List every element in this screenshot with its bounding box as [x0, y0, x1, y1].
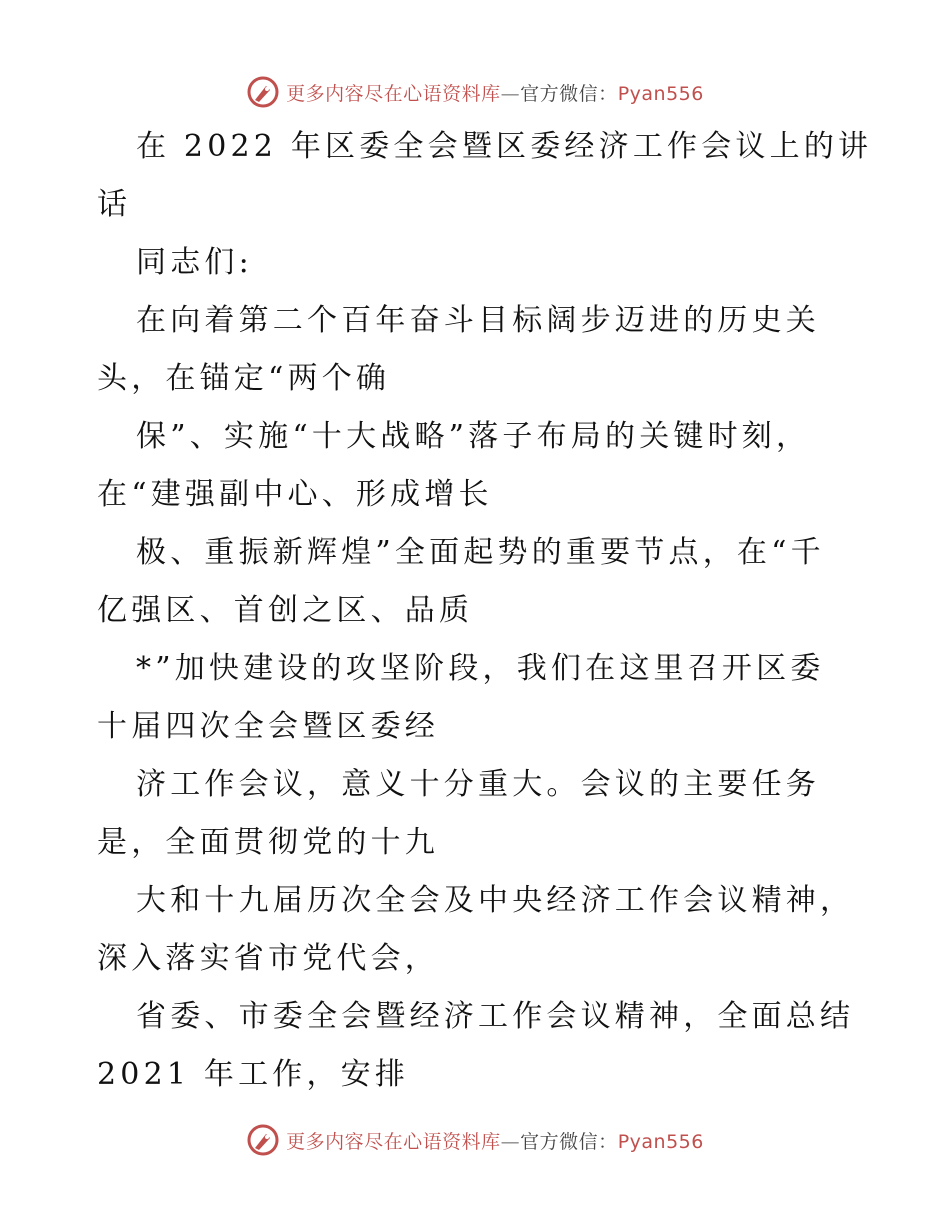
- paragraph-line: 是，全面贯彻党的十九: [97, 825, 439, 860]
- paragraph-line: 在“建强副中心、形成增长: [97, 477, 493, 512]
- paragraph-line: 济工作会议，意义十分重大。会议的主要任务: [136, 767, 820, 802]
- paragraph-line: 保”、实施“十大战略”落子布局的关键时刻，: [136, 419, 811, 454]
- paragraph-line: 2021 年工作，安排: [97, 1057, 410, 1092]
- speech-title-line-1: 在 2022 年区委全会暨区委经济工作会议上的讲: [136, 129, 873, 164]
- paragraph-line: 极、重振新辉煌”全面起势的重要节点，在“千: [136, 535, 825, 570]
- watermark-wechat-label: 官方微信：: [520, 82, 618, 105]
- paragraph-line: 深入落实省市党代会，: [97, 941, 439, 976]
- paragraph-line: 亿强区、首创之区、品质: [97, 593, 474, 628]
- watermark-wechat-id: Pyan556: [617, 1130, 704, 1153]
- watermark-wechat-id: Pyan556: [617, 82, 704, 105]
- watermark-separator: —: [500, 1130, 521, 1153]
- salutation: 同志们:: [136, 245, 253, 280]
- watermark-wechat-label: 官方微信：: [520, 1130, 618, 1153]
- paragraph-line: 在向着第二个百年奋斗目标阔步迈进的历史关: [136, 303, 820, 338]
- speech-title-line-2: 话: [97, 187, 132, 222]
- paragraph-line: 十届四次全会暨区委经: [97, 709, 439, 744]
- footer-watermark: [0, 1120, 950, 1160]
- header-watermark: [0, 72, 950, 112]
- watermark-separator: —: [500, 82, 521, 105]
- paragraph-line: *”加快建设的攻坚阶段，我们在这里召开区委: [136, 651, 825, 686]
- pen-nib-circle-icon: [246, 75, 280, 109]
- paragraph-line: 省委、市委全会暨经济工作会议精神，全面总结: [136, 999, 855, 1034]
- document-body: [97, 118, 873, 1104]
- paragraph-line: 大和十九届历次全会及中央经济工作会议精神，: [136, 883, 855, 918]
- watermark-text: [286, 79, 704, 106]
- watermark-brand: 更多内容尽在心语资料库: [286, 82, 501, 105]
- watermark-brand: 更多内容尽在心语资料库: [286, 1130, 501, 1153]
- pen-nib-circle-icon: [246, 1123, 280, 1157]
- paragraph-line: 头，在锚定“两个确: [97, 361, 391, 396]
- watermark-text: [286, 1127, 704, 1154]
